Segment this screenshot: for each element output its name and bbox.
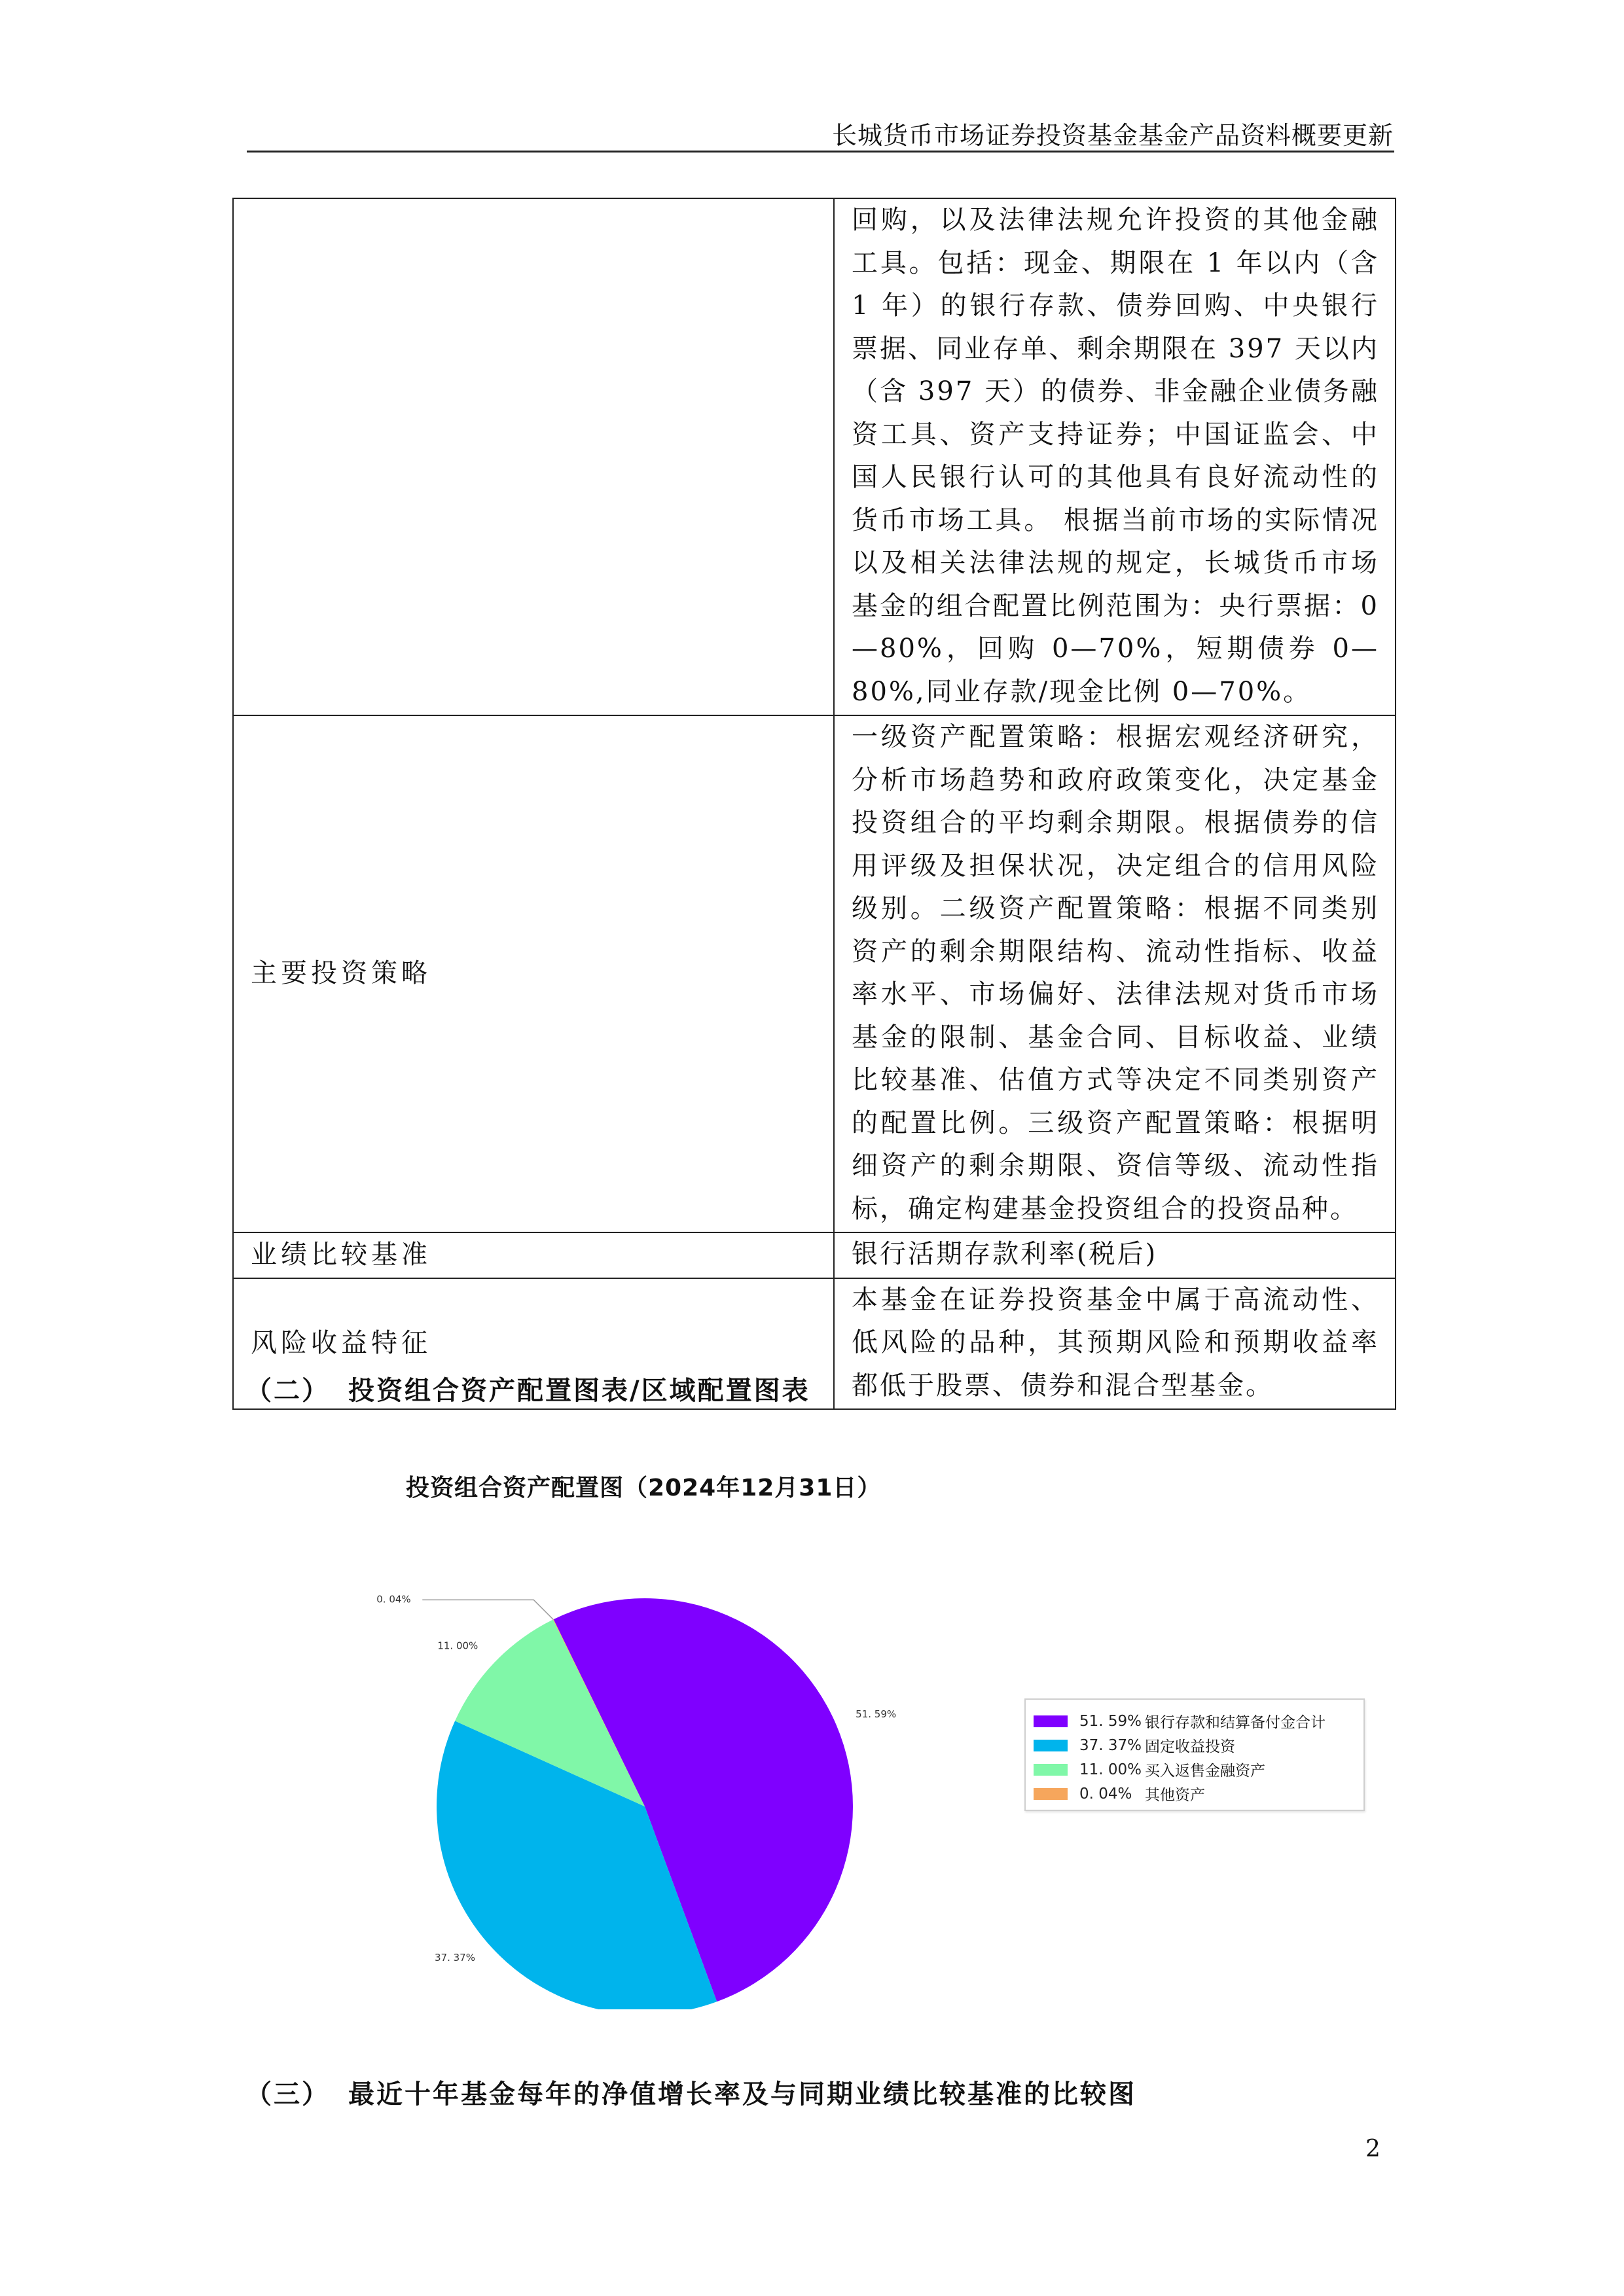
slice-label-bank-deposits: 51. 59% — [856, 1708, 897, 1721]
legend-percent: 51. 59% — [1079, 1712, 1142, 1730]
header-rule — [247, 151, 1394, 152]
legend-item — [1034, 1733, 1356, 1757]
chart-legend — [1024, 1698, 1365, 1811]
row-label: 风险收益特征 — [233, 1278, 834, 1410]
row-label: 主要投资策略 — [233, 715, 834, 1232]
legend-percent: 0. 04% — [1079, 1785, 1132, 1803]
legend-swatch — [1034, 1715, 1068, 1727]
row-content: 回购，以及法律法规允许投资的其他金融工具。包括：现金、期限在 1 年以内（含 1 年）的银行存款、债券回购、中央银行票据、同业存单、剩余期限在 397 天以内（含 397 天）的债券、非金融企业债务融资工具、资产支持证券；中国证监会、中国人民银行认可的其他具有良好流动性的货币市场工具。 根据当前市场的实际情况以及相关法律法规的规定，长城货币市场基金的组合配置比例范围为：央行票据：0—80%，回购 0—70%，短期债券 0—80%,同业存款/现金比例 0—70%。 — [834, 198, 1396, 715]
row-content: 一级资产配置策略：根据宏观经济研究，分析市场趋势和政府政策变化，决定基金投资组合的平均剩余期限。根据债券的信用评级及担保状况，决定组合的信用风险级别。二级资产配置策略：根据不同类别资产的剩余期限结构、流动性指标、收益率水平、市场偏好、法律法规对货币市场基金的限制、基金合同、目标收益、业绩比较基准、估值方式等决定不同类别资产的配置比例。三级资产配置策略：根据明细资产的剩余期限、资信等级、流动性指标，确定构建基金投资组合的投资品种。 — [834, 715, 1396, 1232]
row-label: 业绩比较基准 — [233, 1232, 834, 1278]
table-row — [233, 715, 1396, 1232]
legend-label: 固定收益投资 — [1145, 1738, 1235, 1755]
legend-percent: 37. 37% — [1079, 1736, 1142, 1754]
section-number: （三） — [245, 2079, 330, 2109]
legend-item — [1034, 1709, 1356, 1733]
legend-label: 其他资产 — [1145, 1787, 1205, 1804]
document-header-title: 长城货币市场证券投资基金基金产品资料概要更新 — [831, 121, 1394, 150]
section-title: 投资组合资产配置图表/区域配置图表 — [348, 1376, 810, 1406]
legend-swatch — [1034, 1764, 1068, 1776]
legend-item — [1034, 1782, 1356, 1806]
table-row — [233, 1232, 1396, 1278]
section-heading-performance-comparison — [245, 2073, 1136, 2111]
section-title: 最近十年基金每年的净值增长率及与同期业绩比较基准的比较图 — [348, 2079, 1136, 2109]
page-number: 2 — [1365, 2136, 1380, 2162]
row-content: 银行活期存款利率(税后) — [834, 1232, 1396, 1278]
legend-item — [1034, 1757, 1356, 1782]
legend-swatch — [1034, 1740, 1068, 1751]
legend-percent: 11. 00% — [1079, 1761, 1142, 1778]
table-row — [233, 198, 1396, 715]
legend-label: 银行存款和结算备付金合计 — [1145, 1714, 1326, 1731]
slice-label-fixed-income: 37. 37% — [434, 1952, 475, 1964]
row-label — [233, 198, 834, 715]
legend-label: 买入返售金融资产 — [1145, 1763, 1265, 1780]
section-heading-asset-allocation — [245, 1370, 810, 1407]
chart-title: 投资组合资产配置图（2024年12月31日） — [406, 1475, 882, 1501]
slice-label-other-assets: 0. 04% — [376, 1593, 411, 1605]
asset-allocation-pie-chart — [327, 1525, 916, 2009]
legend-swatch — [1034, 1788, 1068, 1800]
slice-leader-line — [422, 1600, 553, 1619]
slice-label-reverse-repo: 11. 00% — [437, 1640, 478, 1652]
row-content: 本基金在证券投资基金中属于高流动性、低风险的品种，其预期风险和预期收益率都低于股票、债券和混合型基金。 — [834, 1278, 1396, 1410]
fund-info-table — [232, 198, 1396, 1410]
section-number: （二） — [245, 1376, 330, 1406]
